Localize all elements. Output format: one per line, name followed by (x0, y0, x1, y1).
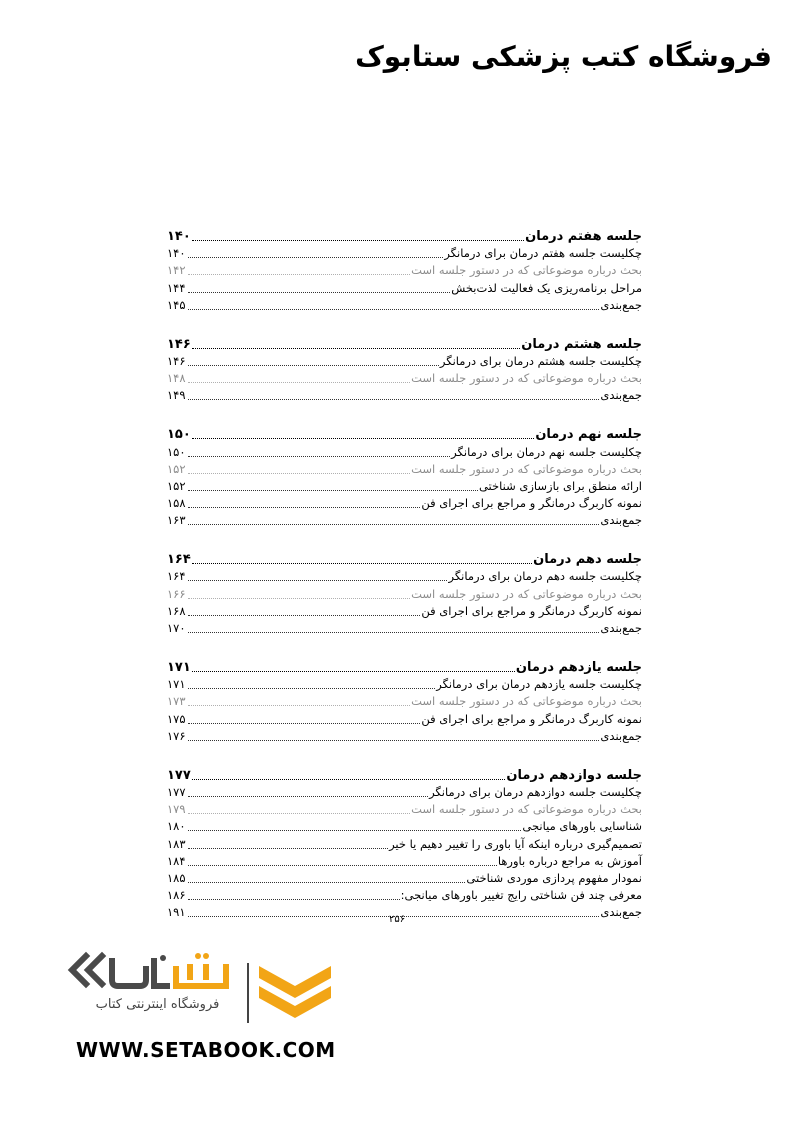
toc-entry-label: چکلیست جلسه یازدهم درمان برای درمانگر (436, 677, 642, 692)
toc-entry-label: جمع‌بندی (600, 297, 642, 312)
logo-divider (247, 963, 249, 1023)
table-of-contents (167, 224, 642, 939)
toc-entry-page: ۱۷۱ (167, 677, 186, 692)
toc-entry-page: ۱۷۳ (167, 694, 186, 709)
dot-leader (192, 239, 524, 241)
toc-entry-label: معرفی چند فن شناختی رایج تغییر باورهای میانجی: (400, 888, 642, 903)
dot-leader (188, 489, 478, 491)
dot-leader (188, 847, 388, 849)
toc-entry-page: ۱۸۴ (167, 853, 186, 868)
toc-entry-label: مراحل برنامه‌ریزی یک فعالیت لذت‌بخش (451, 280, 642, 295)
dot-leader (188, 398, 599, 400)
toc-entry-page: ۱۷۰ (167, 621, 186, 635)
toc-entry-page: ۱۷۵ (167, 711, 186, 726)
toc-entry-page: ۱۴۵ (167, 297, 186, 312)
toc-entry (167, 620, 642, 637)
toc-entry-label: تصمیم‌گیری درباره اینکه آیا باوری را تغییر دهیم یا خیر (389, 836, 642, 851)
toc-entry-label: بحث درباره موضوعاتی که در دستور جلسه است (411, 586, 642, 601)
toc-entry-page: ۱۵۸ (167, 496, 186, 511)
toc-entry-label: جلسه نهم درمان (535, 427, 642, 443)
toc-chapter-entry (167, 655, 642, 676)
dot-leader (188, 704, 410, 706)
toc-entry-label: بحث درباره موضوعاتی که در دستور جلسه است (411, 802, 642, 817)
dot-leader (188, 291, 450, 293)
dot-leader (188, 455, 450, 457)
toc-entry-page: ۱۴۰ (167, 246, 186, 261)
toc-entry (167, 603, 642, 620)
toc-entry (167, 870, 642, 887)
dot-leader (192, 562, 532, 564)
toc-chapter-entry (167, 224, 642, 245)
toc-entry (167, 478, 642, 495)
toc-entry (167, 279, 642, 296)
toc-entry-page: ۱۹۱ (167, 905, 186, 920)
toc-entry (167, 801, 642, 818)
dot-leader (188, 795, 428, 797)
toc-entry (167, 370, 642, 387)
toc-entry-label: جلسه دهم درمان (533, 552, 642, 568)
toc-entry-page: ۱۵۰ (167, 444, 186, 459)
toc-chapter-entry (167, 763, 642, 784)
dot-leader (192, 670, 515, 672)
dot-leader (192, 437, 535, 439)
toc-entry-label: بحث درباره موضوعاتی که در دستور جلسه است (411, 263, 642, 278)
setabook-chevron-emblem-icon (255, 962, 335, 1024)
toc-entry-page: ۱۷۶ (167, 728, 186, 743)
toc-entry (167, 443, 642, 460)
toc-entry-label: جمع‌بندی (600, 905, 642, 920)
dot-leader (192, 778, 506, 780)
toc-entry (167, 585, 642, 602)
toc-entry-label: بحث درباره موضوعاتی که در دستور جلسه است (411, 694, 642, 709)
toc-entry-label: جمع‌بندی (600, 621, 642, 635)
toc-entry-label: چکلیست جلسه هشتم درمان برای درمانگر (439, 353, 642, 368)
toc-entry-label: نمودار مفهوم پردازی موردی شناختی (466, 870, 642, 885)
toc-entry (167, 887, 642, 904)
toc-entry (167, 710, 642, 727)
toc-entry-page: ۱۶۶ (167, 586, 186, 601)
toc-entry-page: ۱۷۹ (167, 802, 186, 817)
toc-section (167, 655, 642, 745)
toc-entry-page: ۱۴۲ (167, 263, 186, 278)
toc-entry-label: بحث درباره موضوعاتی که در دستور جلسه است (411, 371, 642, 386)
toc-entry-label: بحث درباره موضوعاتی که در دستور جلسه است (411, 461, 642, 476)
dot-leader (188, 308, 599, 310)
toc-entry (167, 693, 642, 710)
toc-entry-page: ۱۶۸ (167, 603, 186, 618)
toc-section (167, 332, 642, 405)
toc-entry-label: جمع‌بندی (600, 388, 642, 403)
toc-entry (167, 835, 642, 852)
toc-entry (167, 728, 642, 745)
toc-entry (167, 784, 642, 801)
toc-entry (167, 353, 642, 370)
website-url: WWW.SETABOOK.COM (76, 1038, 336, 1062)
toc-entry (167, 262, 642, 279)
toc-entry-label: جلسه هفتم درمان (525, 229, 642, 244)
toc-entry-label: چکلیست جلسه دهم درمان برای درمانگر (448, 569, 642, 584)
toc-chapter-entry (167, 332, 642, 353)
toc-entry-label: جلسه یازدهم درمان (515, 660, 642, 675)
dot-leader (188, 864, 497, 866)
toc-entry (167, 245, 642, 262)
toc-entry (167, 853, 642, 870)
toc-entry-page: ۱۶۳ (167, 513, 186, 528)
toc-entry-label: چکلیست جلسه دوازدهم درمان برای درمانگر (429, 784, 642, 799)
toc-entry-page: ۱۶۴ (167, 552, 191, 568)
toc-entry-label: جمع‌بندی (600, 513, 642, 528)
dot-leader (188, 506, 420, 508)
toc-entry-page: ۱۴۹ (167, 388, 186, 403)
toc-entry-page: ۱۵۲ (167, 478, 186, 493)
toc-entry (167, 495, 642, 512)
toc-entry-label: نمونه کاربرگ درمانگر و مراجع برای اجرای فن (421, 603, 642, 618)
toc-entry-page: ۱۴۸ (167, 371, 186, 386)
dot-leader (188, 273, 410, 275)
toc-entry (167, 818, 642, 835)
toc-chapter-entry (167, 422, 642, 443)
dot-leader (188, 739, 599, 741)
toc-entry-label: آموزش به مراجع درباره باورها (497, 853, 642, 868)
dot-leader (188, 256, 443, 258)
toc-entry-label: جمع‌بندی (600, 728, 642, 743)
toc-entry-page: ۱۴۴ (167, 280, 186, 295)
toc-entry (167, 512, 642, 529)
toc-section (167, 224, 642, 314)
dot-leader (188, 722, 420, 724)
page-number: ۲۵۶ (389, 914, 406, 925)
toc-entry (167, 297, 642, 314)
dot-leader (188, 523, 599, 525)
dot-leader (188, 898, 400, 900)
toc-entry-page: ۱۸۶ (167, 888, 186, 903)
dot-leader (188, 381, 410, 383)
toc-entry-page: ۱۸۳ (167, 836, 186, 851)
dot-leader (188, 631, 599, 633)
toc-entry-page: ۱۴۶ (167, 336, 191, 352)
toc-entry-label: جلسه دوازدهم درمان (506, 767, 642, 783)
toc-entry-label: نمونه کاربرگ درمانگر و مراجع برای اجرای فن (421, 496, 642, 511)
toc-entry-label: ارائه منطق برای بازسازی شناختی (478, 478, 642, 493)
toc-chapter-entry (167, 547, 642, 568)
setabook-logo-wordmark (66, 950, 234, 996)
toc-section (167, 547, 642, 637)
page-title: فروشگاه کتب پزشکی ستابوک (355, 40, 772, 73)
toc-entry-label: چکلیست جلسه نهم درمان برای درمانگر (451, 444, 642, 459)
dot-leader (188, 881, 465, 883)
toc-entry-page: ۱۴۰ (167, 229, 191, 244)
dot-leader (188, 597, 410, 599)
dot-leader (188, 579, 447, 581)
toc-entry-page: ۱۶۴ (167, 569, 186, 584)
toc-entry-label: چکلیست جلسه هفتم درمان برای درمانگر (444, 246, 642, 261)
toc-entry (167, 676, 642, 693)
dot-leader (188, 614, 420, 616)
logo-tagline: فروشگاه اینترنتی کتاب (95, 997, 220, 1012)
toc-entry-page: ۱۸۵ (167, 870, 186, 885)
toc-entry-label: جلسه هشتم درمان (521, 336, 642, 352)
toc-entry-page: ۱۷۷ (167, 767, 191, 783)
dot-leader (188, 812, 410, 814)
toc-entry-label: نمونه کاربرگ درمانگر و مراجع برای اجرای فن (421, 711, 642, 726)
toc-entry-page: ۱۵۲ (167, 461, 186, 476)
toc-entry-page: ۱۷۱ (167, 660, 191, 675)
toc-entry (167, 461, 642, 478)
toc-entry-page: ۱۴۶ (167, 353, 186, 368)
toc-entry-page: ۱۷۷ (167, 784, 186, 799)
dot-leader (188, 364, 439, 366)
dot-leader (188, 687, 435, 689)
dot-leader (188, 472, 410, 474)
toc-entry (167, 387, 642, 404)
toc-section (167, 422, 642, 529)
toc-entry (167, 568, 642, 585)
toc-entry-label: شناسایی باورهای میانجی (522, 819, 642, 834)
dot-leader (192, 347, 520, 349)
toc-section (167, 763, 642, 922)
toc-entry-page: ۱۸۰ (167, 819, 186, 834)
dot-leader (188, 829, 521, 831)
toc-entry-page: ۱۵۰ (167, 427, 191, 443)
